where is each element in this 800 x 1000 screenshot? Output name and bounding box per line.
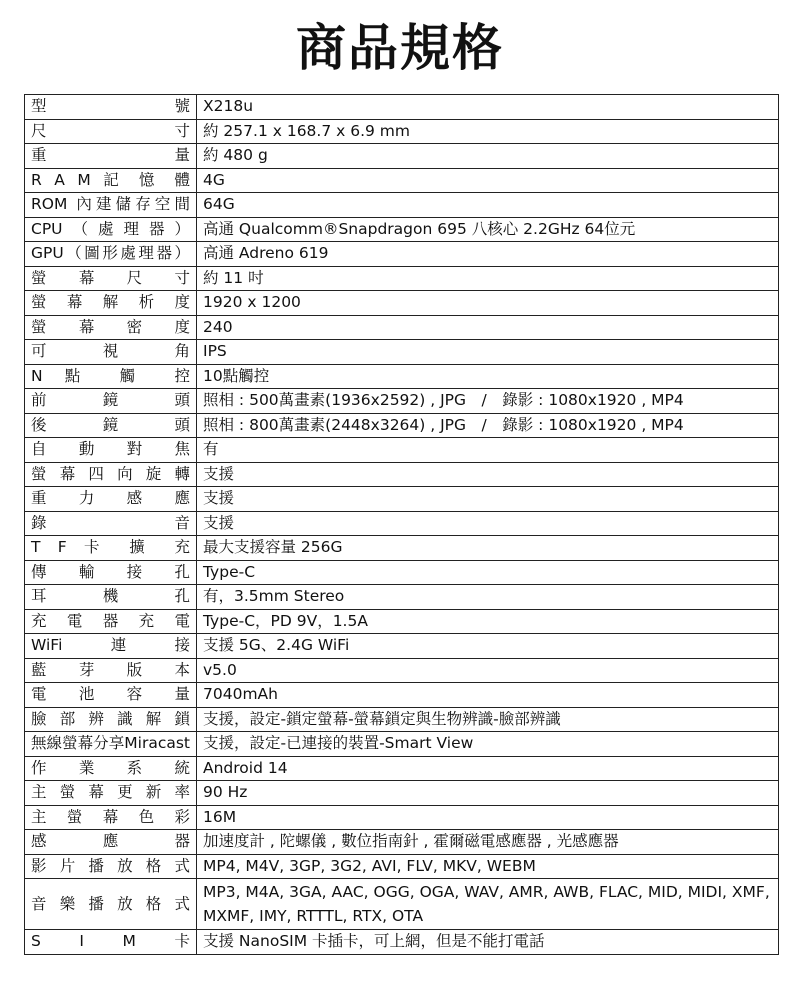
spec-label: 前 鏡 頭 xyxy=(25,389,197,414)
spec-label: 影 片 播 放 格 式 xyxy=(25,854,197,879)
table-row xyxy=(25,266,779,291)
spec-value: Android 14 xyxy=(197,756,779,781)
spec-label: R A M 記 憶 體 xyxy=(25,168,197,193)
spec-label: 傳 輸 接 孔 xyxy=(25,560,197,585)
spec-label: 可 視 角 xyxy=(25,340,197,365)
table-row xyxy=(25,119,779,144)
spec-label: 電 池 容 量 xyxy=(25,683,197,708)
spec-value: 照相 : 800萬畫素(2448x3264) , JPG / 錄影 : 1080x1920 , MP4 xyxy=(197,413,779,438)
table-row xyxy=(25,658,779,683)
spec-value: 支援 xyxy=(197,462,779,487)
table-row xyxy=(25,732,779,757)
spec-label: T F 卡 擴 充 xyxy=(25,536,197,561)
spec-value: 支援，設定-鎖定螢幕-螢幕鎖定與生物辨識-臉部辨識 xyxy=(197,707,779,732)
spec-value: 約 11 吋 xyxy=(197,266,779,291)
spec-label: 主 螢 幕 色 彩 xyxy=(25,805,197,830)
table-row xyxy=(25,217,779,242)
spec-label: 作 業 系 統 xyxy=(25,756,197,781)
spec-value: 支援 NanoSIM 卡插卡，可上網，但是不能打電話 xyxy=(197,930,779,955)
spec-value: 16M xyxy=(197,805,779,830)
spec-value: MP4, M4V, 3GP, 3G2, AVI, FLV, MKV, WEBM xyxy=(197,854,779,879)
table-row xyxy=(25,511,779,536)
table-row xyxy=(25,879,779,930)
table-row xyxy=(25,830,779,855)
spec-value: X218u xyxy=(197,95,779,120)
page-title: 商品規格 xyxy=(296,19,504,77)
spec-label: 螢 幕 四 向 旋 轉 xyxy=(25,462,197,487)
table-row xyxy=(25,536,779,561)
table-row xyxy=(25,854,779,879)
spec-label: 型 號 xyxy=(25,95,197,120)
table-row xyxy=(25,95,779,120)
spec-value: 支援 5G、2.4G WiFi xyxy=(197,634,779,659)
spec-label: 音 樂 播 放 格 式 xyxy=(25,879,197,930)
spec-label: 重 力 感 應 xyxy=(25,487,197,512)
spec-value: 1920 x 1200 xyxy=(197,291,779,316)
spec-value: 90 Hz xyxy=(197,781,779,806)
spec-label: 螢 幕 密 度 xyxy=(25,315,197,340)
spec-value: 64G xyxy=(197,193,779,218)
table-row xyxy=(25,585,779,610)
spec-label: 螢 幕 尺 寸 xyxy=(25,266,197,291)
table-row xyxy=(25,609,779,634)
spec-table-body xyxy=(25,95,779,955)
spec-label: 螢 幕 解 析 度 xyxy=(25,291,197,316)
spec-value: 高通 Qualcomm®Snapdragon 695 八核心 2.2GHz 64位元 xyxy=(197,217,779,242)
table-row xyxy=(25,805,779,830)
spec-label: ROM 內建儲存空間 xyxy=(25,193,197,218)
spec-value: 有，3.5mm Stereo xyxy=(197,585,779,610)
spec-value: 支援 xyxy=(197,487,779,512)
spec-value: 7040mAh xyxy=(197,683,779,708)
table-row xyxy=(25,487,779,512)
spec-label: N 點 觸 控 xyxy=(25,364,197,389)
spec-label: 重 量 xyxy=(25,144,197,169)
spec-value: 4G xyxy=(197,168,779,193)
spec-label: 臉 部 辨 識 解 鎖 xyxy=(25,707,197,732)
table-row xyxy=(25,193,779,218)
spec-value: MP3, M4A, 3GA, AAC, OGG, OGA, WAV, AMR, AWB, FLAC, MID, MIDI, XMF, MXMF, IMY, RTTTL, RTX, OTA xyxy=(197,879,779,930)
table-row xyxy=(25,930,779,955)
spec-value: 支援 xyxy=(197,511,779,536)
spec-label: 自 動 對 焦 xyxy=(25,438,197,463)
spec-value: 10點觸控 xyxy=(197,364,779,389)
spec-value: IPS xyxy=(197,340,779,365)
spec-label: S I M 卡 xyxy=(25,930,197,955)
table-row xyxy=(25,462,779,487)
table-row xyxy=(25,781,779,806)
table-row xyxy=(25,144,779,169)
table-row xyxy=(25,168,779,193)
spec-value: Type-C，PD 9V，1.5A xyxy=(197,609,779,634)
table-row xyxy=(25,364,779,389)
spec-label: 充 電 器 充 電 xyxy=(25,609,197,634)
table-row xyxy=(25,634,779,659)
spec-value: 約 257.1 x 168.7 x 6.9 mm xyxy=(197,119,779,144)
table-row xyxy=(25,340,779,365)
spec-value: v5.0 xyxy=(197,658,779,683)
spec-label: 後 鏡 頭 xyxy=(25,413,197,438)
spec-value: 約 480 g xyxy=(197,144,779,169)
spec-label: 錄 音 xyxy=(25,511,197,536)
table-row xyxy=(25,438,779,463)
spec-value: 高通 Adreno 619 xyxy=(197,242,779,267)
spec-label: 尺 寸 xyxy=(25,119,197,144)
spec-label: 無線螢幕分享Miracast xyxy=(25,732,197,757)
table-row xyxy=(25,242,779,267)
spec-value: Type-C xyxy=(197,560,779,585)
spec-label: WiFi連接 xyxy=(25,634,197,659)
spec-value: 照相 : 500萬畫素(1936x2592) , JPG / 錄影 : 1080x1920 , MP4 xyxy=(197,389,779,414)
spec-label: GPU（圖形處理器） xyxy=(25,242,197,267)
table-row xyxy=(25,291,779,316)
spec-label: CPU（處理器） xyxy=(25,217,197,242)
spec-value: 加速度計 , 陀螺儀 , 數位指南針 , 霍爾磁電感應器 , 光感應器 xyxy=(197,830,779,855)
table-row xyxy=(25,560,779,585)
spec-label: 感 應 器 xyxy=(25,830,197,855)
spec-value: 最大支援容量 256G xyxy=(197,536,779,561)
spec-label: 耳 機 孔 xyxy=(25,585,197,610)
table-row xyxy=(25,683,779,708)
table-row xyxy=(25,315,779,340)
spec-table xyxy=(24,94,779,955)
spec-label: 藍 芽 版 本 xyxy=(25,658,197,683)
table-row xyxy=(25,707,779,732)
spec-label: 主 螢 幕 更 新 率 xyxy=(25,781,197,806)
spec-value: 支援，設定-已連接的裝置-Smart View xyxy=(197,732,779,757)
table-row xyxy=(25,389,779,414)
spec-value: 240 xyxy=(197,315,779,340)
table-row xyxy=(25,413,779,438)
table-row xyxy=(25,756,779,781)
spec-value: 有 xyxy=(197,438,779,463)
